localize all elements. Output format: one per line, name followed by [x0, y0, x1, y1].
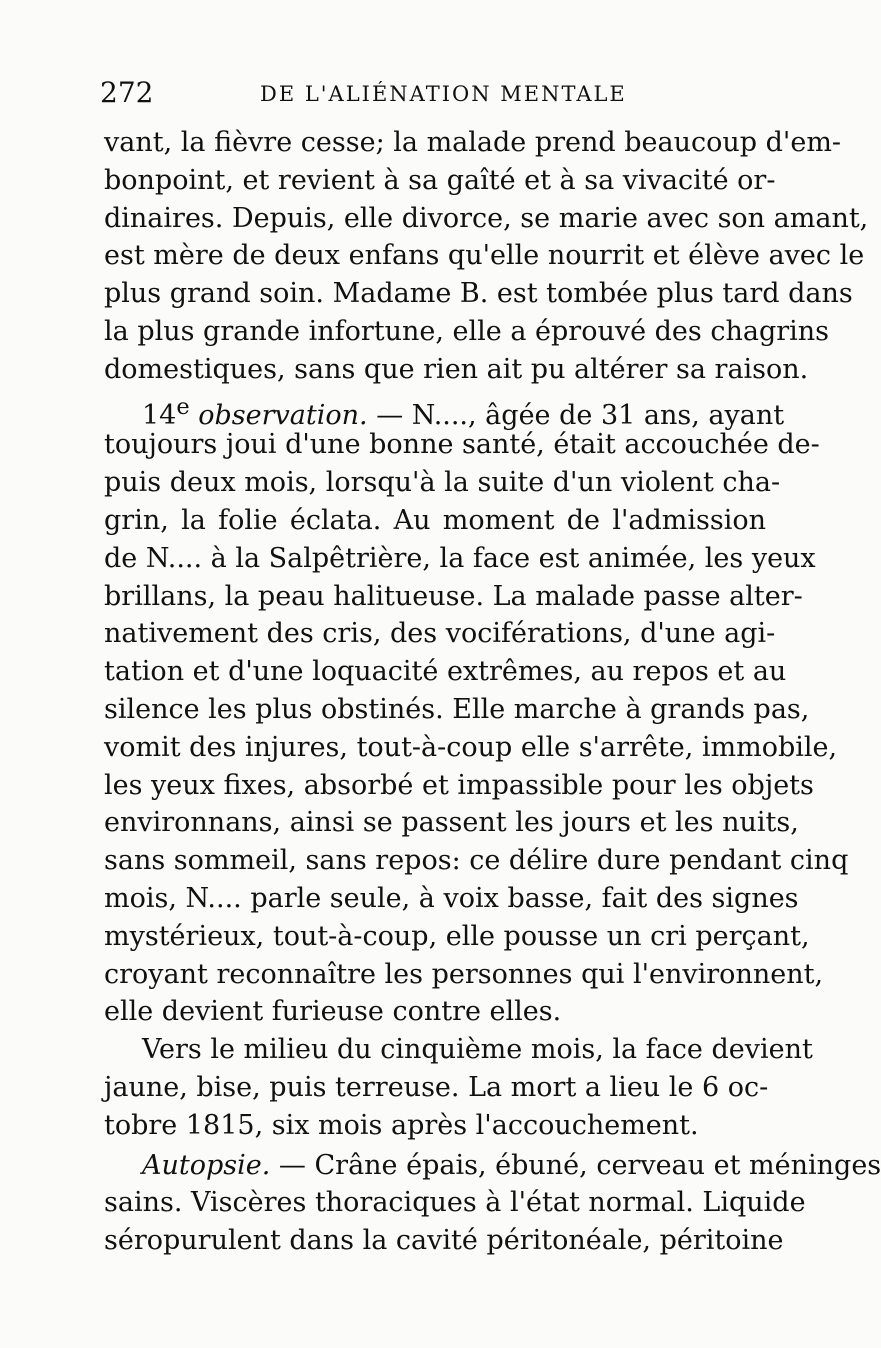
text-line: elle devient furieuse contre elles.: [104, 996, 562, 1028]
text-line: grin, la folie éclata. Au moment de l'admission: [104, 504, 766, 536]
text-line: mois, N.... parle seule, à voix basse, fait des signes: [104, 882, 799, 914]
text-line: tation et d'une loquacité extrêmes, au repos et au: [104, 656, 787, 688]
text-line: dinaires. Depuis, elle divorce, se marie avec son amant,: [104, 202, 869, 234]
text-line: puis deux mois, lorsqu'à la suite d'un violent cha-: [104, 467, 781, 499]
text-line: domestiques, sans que rien ait pu altérer sa raison.: [104, 353, 809, 385]
text-line: séropurulent dans la cavité péritonéale, péritoine: [104, 1225, 784, 1257]
observation-text: — N...., âgée de 31 ans, ayant: [367, 399, 785, 431]
observation-number: 14: [142, 399, 177, 431]
text-line: mystérieux, tout-à-coup, elle pousse un cri perçant,: [104, 920, 810, 952]
text-line: plus grand soin. Madame B. est tombée plus tard dans: [104, 278, 853, 310]
text-line: Vers le milieu du cinquième mois, la face devient: [142, 1034, 813, 1066]
running-title: DE L'ALIÉNATION MENTALE: [260, 82, 627, 106]
text-line: brillans, la peau halitueuse. La malade passe alter-: [104, 580, 803, 612]
autopsy-label: Autopsie.: [142, 1149, 271, 1181]
text-line: toujours joui d'une bonne santé, était accouchée de-: [104, 429, 820, 461]
autopsy-heading-line: [104, 1147, 881, 1185]
text-line: vomit des injures, tout-à-coup elle s'arrête, immobile,: [104, 731, 838, 763]
text-line: sains. Viscères thoraciques à l'état normal. Liquide: [104, 1187, 806, 1219]
text-line: croyant reconnaître les personnes qui l'environnent,: [104, 958, 824, 990]
text-line: la plus grande infortune, elle a éprouvé des chagrins: [104, 315, 830, 347]
body-text: [104, 124, 881, 1260]
text-line: vant, la fièvre cesse; la malade prend beaucoup d'em-: [104, 127, 842, 158]
text-line: bonpoint, et revient à sa gaîté et à sa vivacité or-: [104, 164, 776, 196]
text-line: silence les plus obstinés. Elle marche à grands pas,: [104, 693, 810, 725]
text-line: sans sommeil, sans repos: ce délire dure pendant cinq: [104, 845, 849, 877]
autopsy-text: — Crâne épais, ébuné, cerveau et méninges: [270, 1149, 881, 1181]
page-number: 272: [100, 76, 154, 109]
observation-superscript: e: [176, 393, 190, 420]
text-line: jaune, bise, puis terreuse. La mort a lieu le 6 oc-: [104, 1071, 769, 1103]
text-line: de N.... à la Salpêtrière, la face est animée, les yeux: [104, 542, 816, 574]
page-header: [100, 76, 760, 116]
text-line: tobre 1815, six mois après l'accouchement.: [104, 1109, 699, 1141]
text-line: est mère de deux enfans qu'elle nourrit et élève avec le: [104, 240, 865, 272]
text-line: nativement des cris, des vociférations, d'une agi-: [104, 618, 776, 650]
observation-label: observation.: [189, 399, 368, 431]
text-line: les yeux fixes, absorbé et impassible pour les objets: [104, 769, 814, 801]
observation-heading-line: [104, 389, 785, 431]
text-line: environnans, ainsi se passent les jours et les nuits,: [104, 807, 799, 839]
